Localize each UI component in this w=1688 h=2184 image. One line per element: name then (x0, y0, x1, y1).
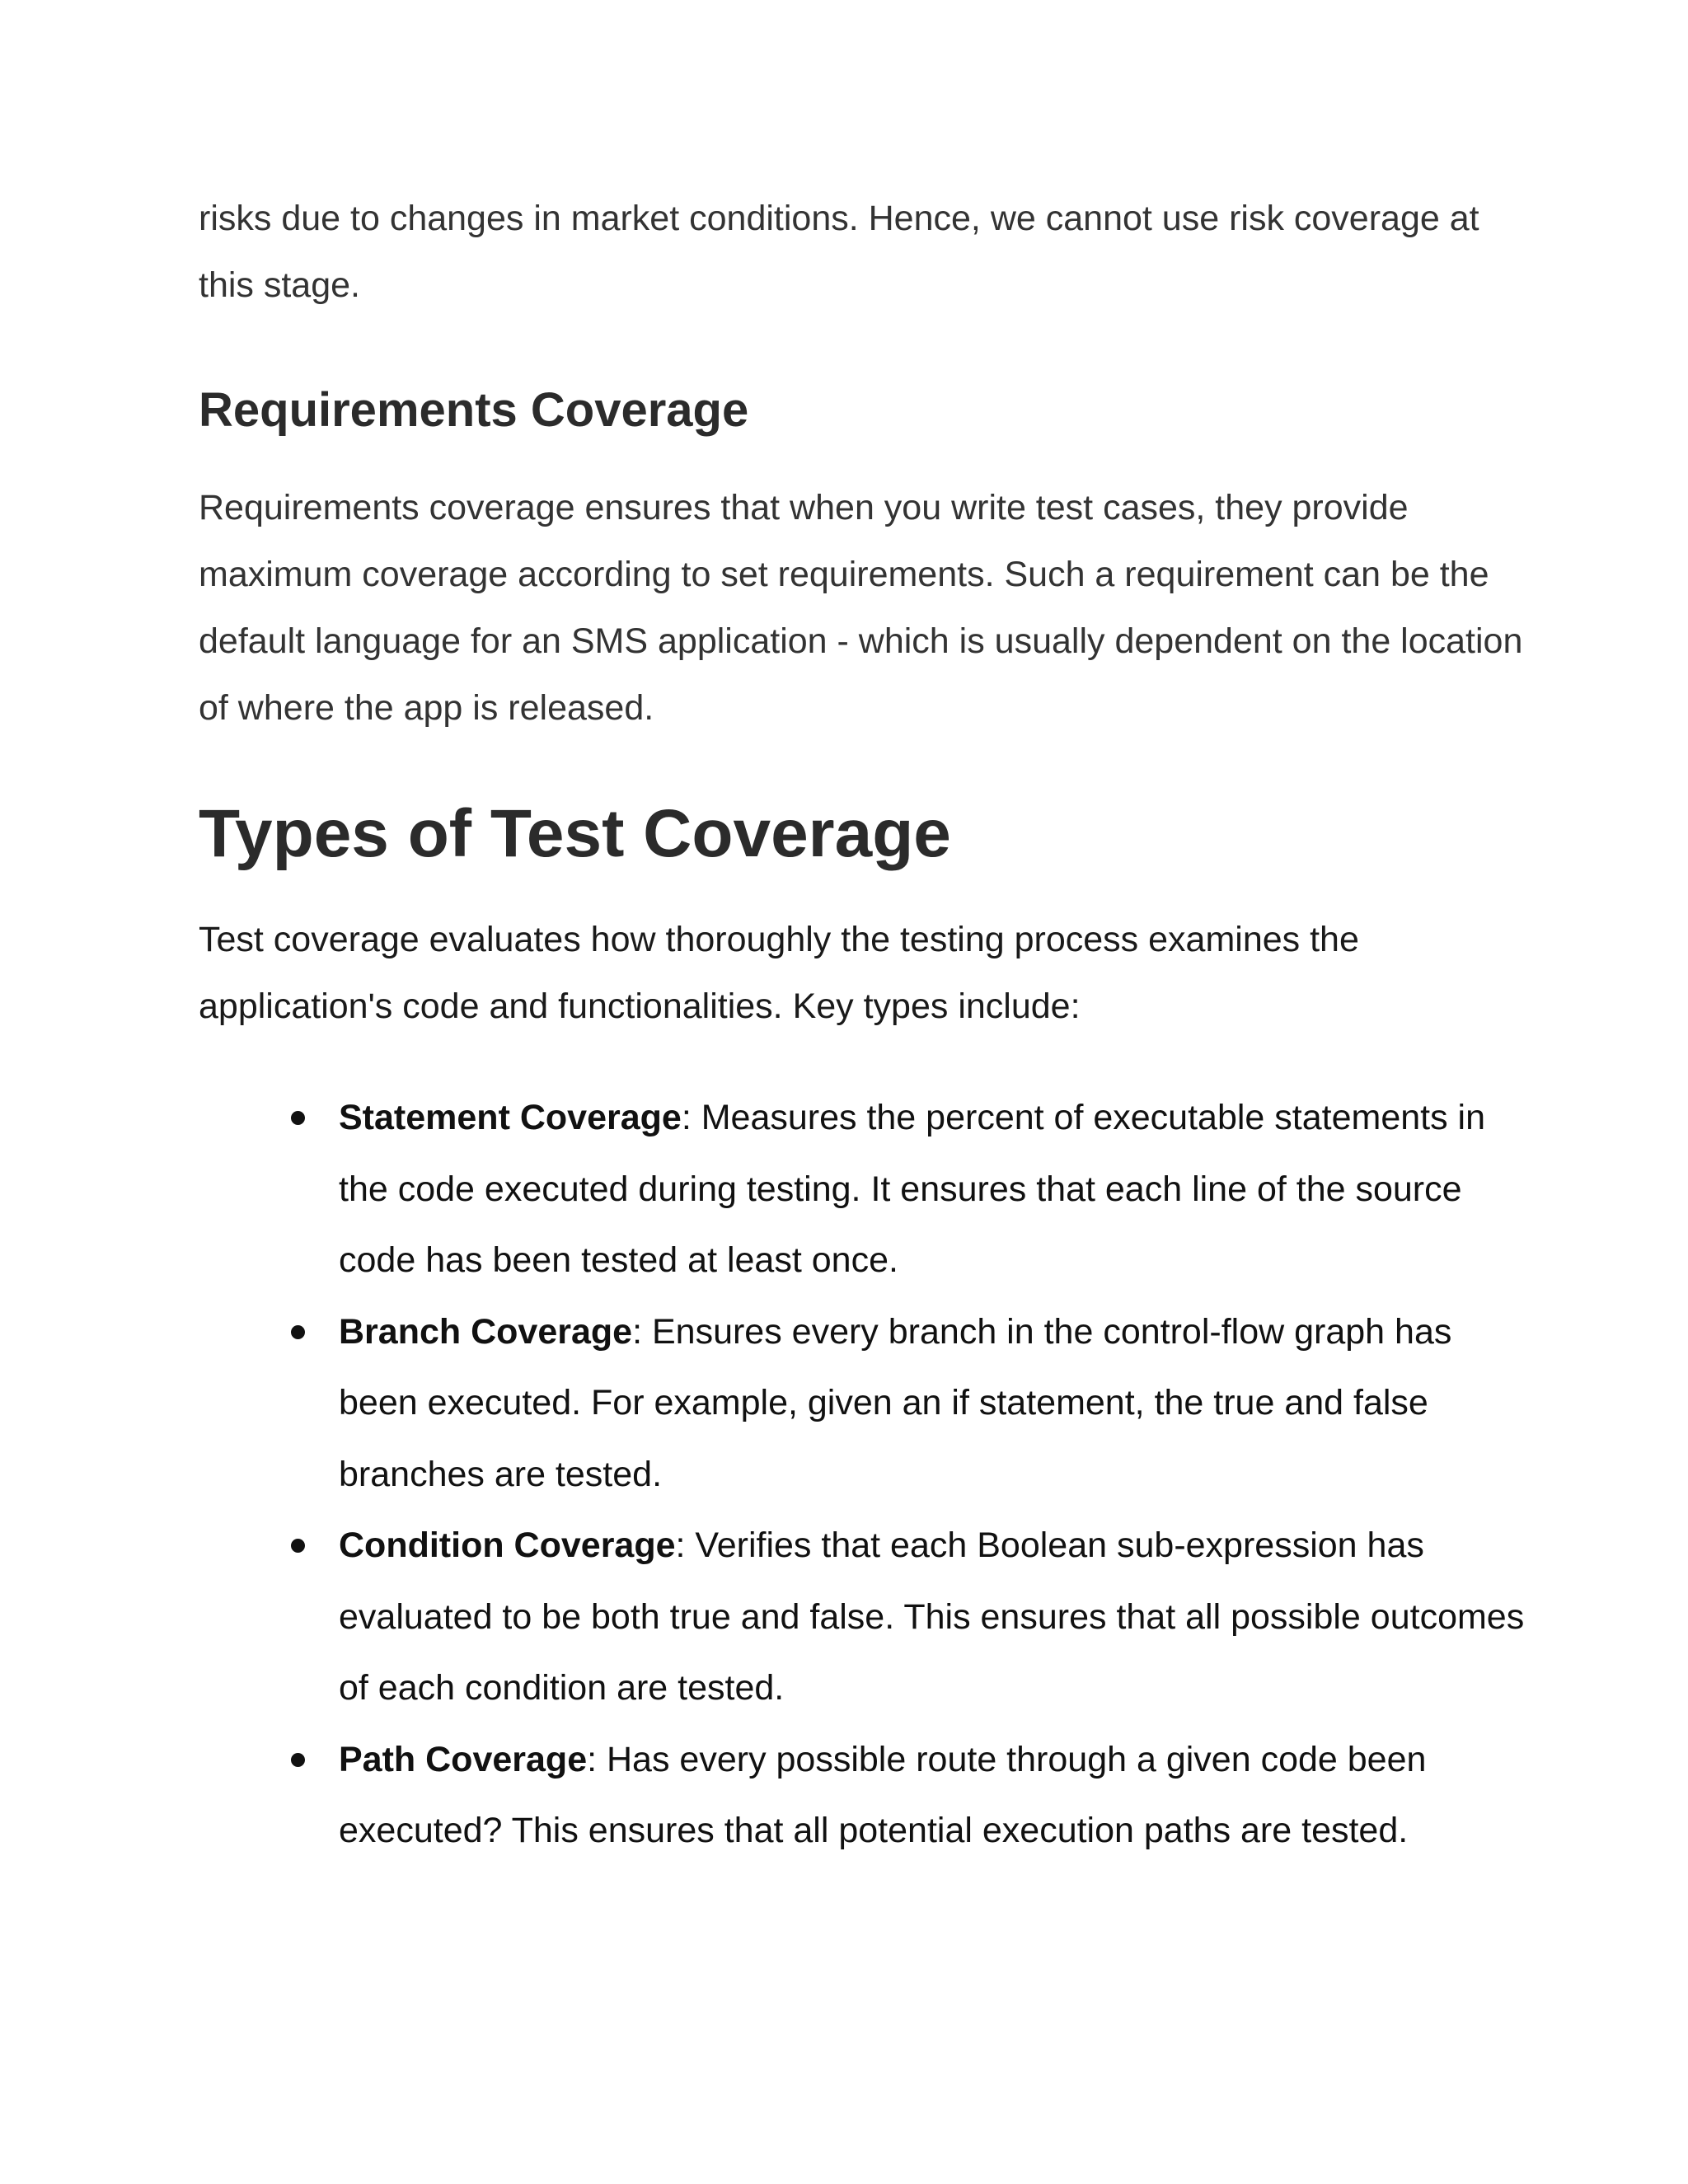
list-item-path-coverage (199, 1724, 1534, 1867)
requirements-coverage-paragraph: Requirements coverage ensures that when you write test cases, they provide maximum coverage according to set requirements. Such a requirement can be the default language for an SMS application - which is usually dependent on the location of where the app is released. (199, 488, 1523, 728)
list-item-condition-coverage (199, 1510, 1534, 1724)
requirements-coverage-heading: Requirements Coverage (199, 383, 749, 437)
bullet-icon (291, 1539, 305, 1553)
bullet-term: Condition Coverage (339, 1526, 676, 1565)
bullet-text: : Verifies that each Boolean sub-expression has evaluated to be both true and false. This ensures that all possible outcomes of each condition are tested. (339, 1526, 1525, 1708)
bullet-icon (291, 1111, 305, 1125)
types-intro-paragraph: Test coverage evaluates how thoroughly the testing process examines the application's code and functionalities. Key types include: (199, 920, 1359, 1026)
bullet-text: : Has every possible route through a given code been executed? This ensures that all potential execution paths are tested. (339, 1739, 1427, 1850)
bullet-icon (291, 1325, 305, 1339)
bullet-term: Statement Coverage (339, 1098, 682, 1137)
coverage-types-list (199, 1082, 1534, 1867)
bullet-icon (291, 1753, 305, 1767)
bullet-text: : Ensures every branch in the control-flow graph has been executed. For example, given an if statement, the true and false branches are tested. (339, 1311, 1452, 1494)
types-of-test-coverage-heading: Types of Test Coverage (199, 796, 951, 871)
bullet-term: Branch Coverage (339, 1311, 633, 1352)
list-item-branch-coverage (199, 1296, 1534, 1511)
intro-paragraph: risks due to changes in market conditions. Hence, we cannot use risk coverage at this stage. (199, 199, 1479, 305)
bullet-text: : Measures the percent of executable statements in the code executed during testing. It ensures that each line of the source code has been tested at least once. (339, 1098, 1486, 1280)
list-item-statement-coverage (199, 1082, 1534, 1296)
bullet-term: Path Coverage (339, 1739, 588, 1779)
